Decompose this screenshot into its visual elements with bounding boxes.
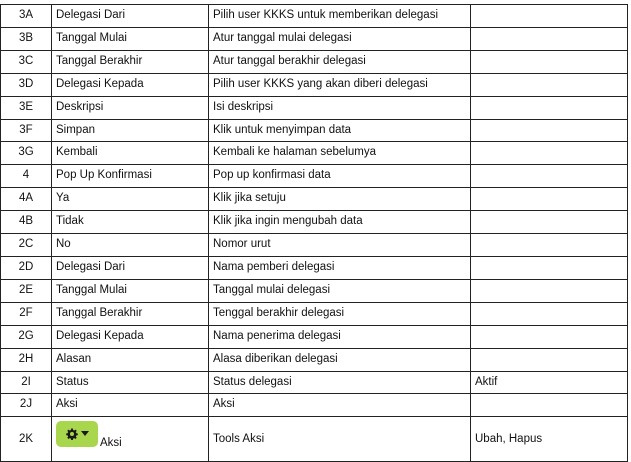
row-description: Nama pemberi delegasi [209,256,471,279]
row-value [471,142,628,165]
row-value [471,279,628,302]
row-number: 2C [1,234,52,257]
table-body [1,5,628,462]
row-name: Delegasi Dari [52,256,209,279]
row-description: Tanggal mulai delegasi [209,279,471,302]
row-number: 2K [1,417,52,462]
row-value [471,234,628,257]
table-row [1,5,628,28]
row-name: Deskripsi [52,96,209,119]
table-row [1,188,628,211]
row-description: Klik untuk menyimpan data [209,119,471,142]
row-value: Ubah, Hapus [471,417,628,462]
row-value [471,348,628,371]
table-row [1,96,628,119]
row-name: No [52,234,209,257]
row-description: Nama penerima delegasi [209,325,471,348]
row-name: Delegasi Kepada [52,325,209,348]
table-row [1,27,628,50]
row-number: 2H [1,348,52,371]
row-name: Aksi [52,394,209,417]
row-name [52,417,209,462]
row-number: 2I [1,371,52,394]
row-name: Pop Up Konfirmasi [52,165,209,188]
row-number: 3E [1,96,52,119]
row-value [471,27,628,50]
row-value [471,119,628,142]
table-row [1,302,628,325]
row-name: Kembali [52,142,209,165]
row-name: Delegasi Kepada [52,73,209,96]
row-description: Tools Aksi [209,417,471,462]
row-description: Isi deskripsi [209,96,471,119]
row-value [471,73,628,96]
row-description: Klik jika ingin mengubah data [209,211,471,234]
row-description: Alasa diberikan delegasi [209,348,471,371]
row-description: Aksi [209,394,471,417]
row-number: 3D [1,73,52,96]
table-row [1,234,628,257]
row-number: 2F [1,302,52,325]
table-row [1,211,628,234]
row-description: Tenggal berakhir delegasi [209,302,471,325]
row-name: Tanggal Berakhir [52,50,209,73]
table-row [1,119,628,142]
row-name: Alasan [52,348,209,371]
row-name: Tanggal Mulai [52,279,209,302]
row-description: Pilih user KKKS yang akan diberi delegasi [209,73,471,96]
table-row [1,348,628,371]
row-number: 2J [1,394,52,417]
row-value [471,5,628,28]
row-number: 4 [1,165,52,188]
row-value [471,165,628,188]
gear-icon [66,428,78,440]
row-description: Atur tanggal berakhir delegasi [209,50,471,73]
row-description: Status delegasi [209,371,471,394]
row-number: 4B [1,211,52,234]
row-value [471,394,628,417]
row-name: Status [52,371,209,394]
row-name: Delegasi Dari [52,5,209,28]
table-row [1,50,628,73]
table-row-2k [1,417,628,462]
row-value: Aktif [471,371,628,394]
row-number: 4A [1,188,52,211]
table-row [1,256,628,279]
row-name: Simpan [52,119,209,142]
table-row [1,371,628,394]
row-value [471,325,628,348]
caret-down-icon [81,431,89,437]
gear-dropdown-button[interactable] [56,421,98,447]
row-name-label: Aksi [100,437,122,450]
table-row [1,142,628,165]
row-name: Ya [52,188,209,211]
table-row [1,325,628,348]
row-value [471,302,628,325]
row-number: 3F [1,119,52,142]
row-description: Atur tanggal mulai delegasi [209,27,471,50]
component-description-table [0,4,628,462]
row-description: Nomor urut [209,234,471,257]
row-number: 3A [1,5,52,28]
row-description: Kembali ke halaman sebelumya [209,142,471,165]
row-number: 3G [1,142,52,165]
row-number: 2E [1,279,52,302]
row-name: Tanggal Berakhir [52,302,209,325]
table-row [1,73,628,96]
row-value [471,50,628,73]
row-description: Pop up konfirmasi data [209,165,471,188]
table-row [1,394,628,417]
row-description: Pilih user KKKS untuk memberikan delegasi [209,5,471,28]
row-value [471,188,628,211]
row-name: Tidak [52,211,209,234]
row-name: Tanggal Mulai [52,27,209,50]
row-number: 3C [1,50,52,73]
row-number: 2G [1,325,52,348]
row-number: 2D [1,256,52,279]
table-row [1,165,628,188]
row-value [471,256,628,279]
row-number: 3B [1,27,52,50]
table-row [1,279,628,302]
row-value [471,211,628,234]
row-description: Klik jika setuju [209,188,471,211]
row-value [471,96,628,119]
